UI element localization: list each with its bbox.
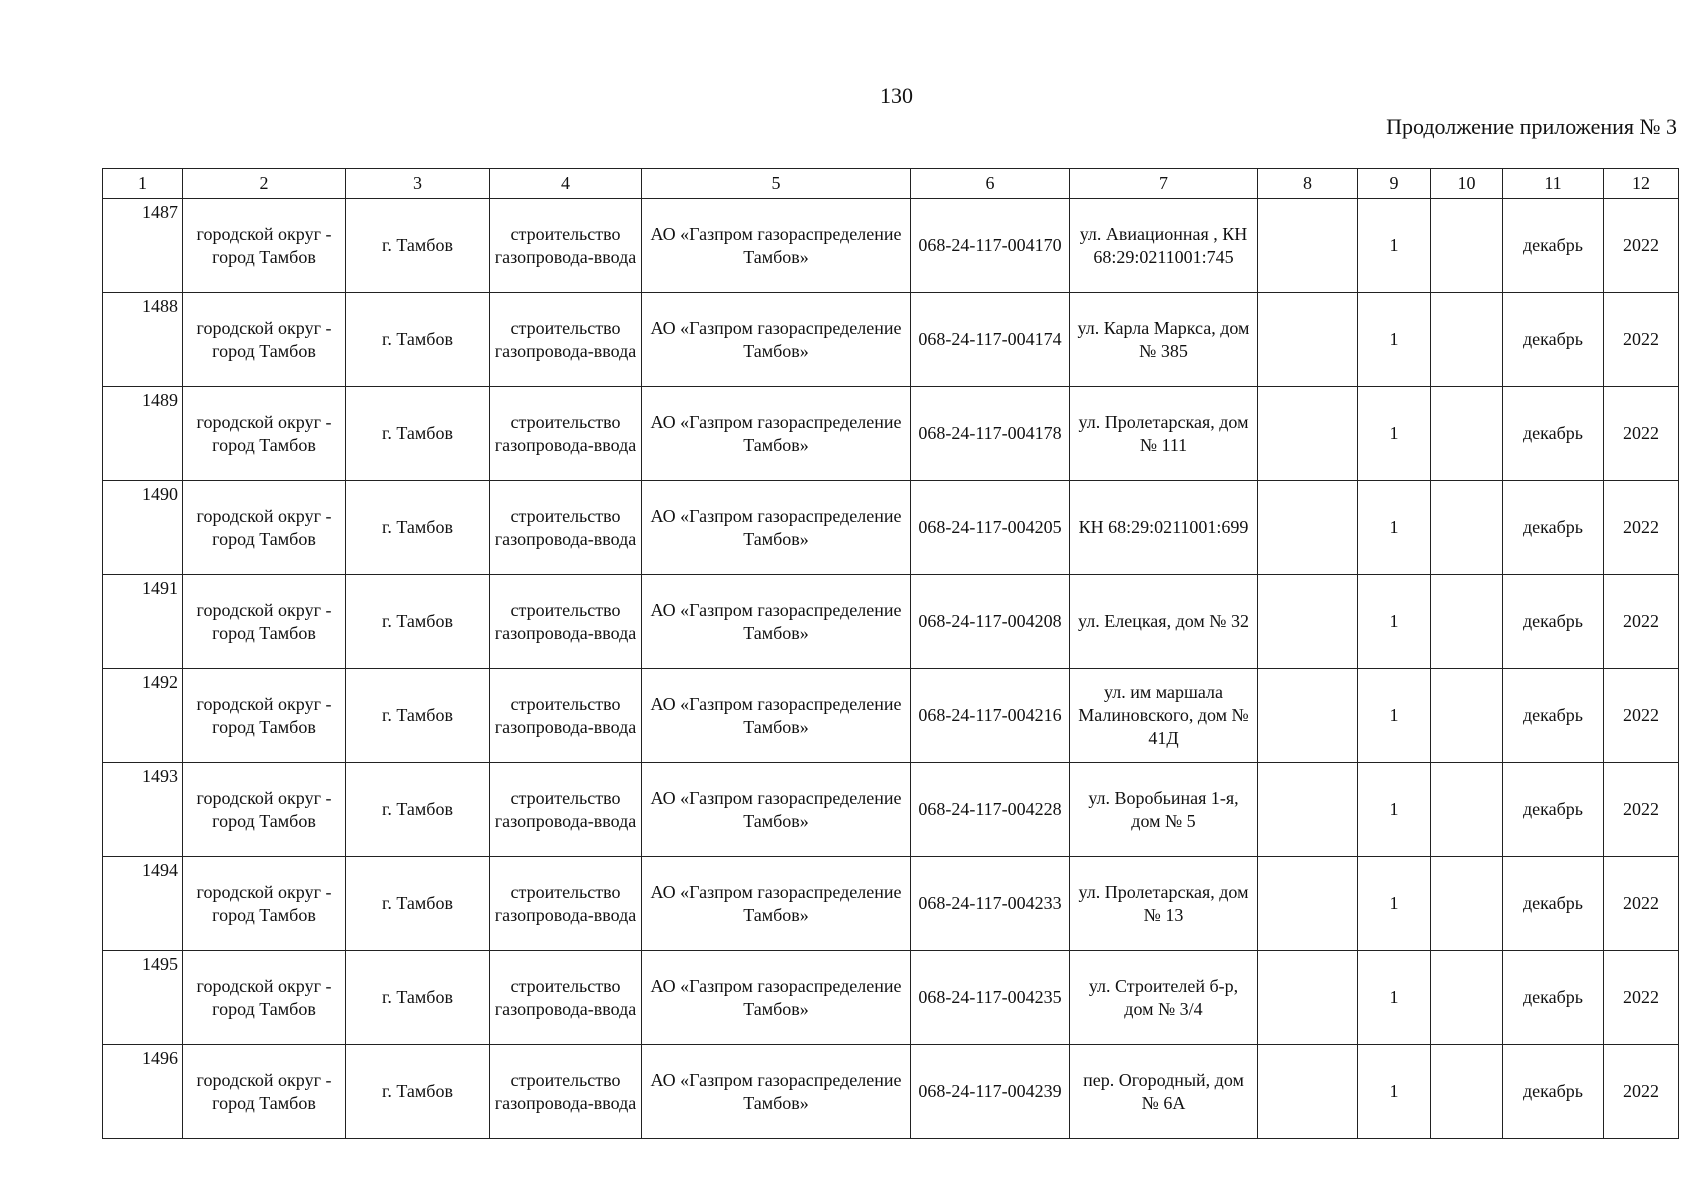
- column-header-11: 11: [1503, 169, 1604, 199]
- cell-col-6: 068-24-117-004228: [911, 763, 1070, 857]
- column-header-6: 6: [911, 169, 1070, 199]
- cell-col-3: г. Тамбов: [346, 481, 490, 575]
- cell-col-1: 1489: [103, 387, 183, 481]
- cell-col-7: ул. Авиационная , КН 68:29:0211001:745: [1070, 199, 1258, 293]
- cell-col-6: 068-24-117-004178: [911, 387, 1070, 481]
- cell-col-4: строительство газопровода-ввода: [490, 481, 642, 575]
- cell-col-12: 2022: [1604, 857, 1679, 951]
- column-header-5: 5: [642, 169, 911, 199]
- cell-col-3: г. Тамбов: [346, 669, 490, 763]
- cell-col-11: декабрь: [1503, 199, 1604, 293]
- table-row: [103, 199, 1679, 293]
- cell-col-5: АО «Газпром газораспределение Тамбов»: [642, 575, 911, 669]
- cell-col-2: городской округ - город Тамбов: [183, 1045, 346, 1139]
- cell-col-1: 1496: [103, 1045, 183, 1139]
- column-header-7: 7: [1070, 169, 1258, 199]
- header-row: [103, 169, 1679, 199]
- cell-col-9: 1: [1358, 669, 1431, 763]
- table-header: [103, 169, 1679, 199]
- cell-col-6: 068-24-117-004235: [911, 951, 1070, 1045]
- cell-col-2: городской округ - город Тамбов: [183, 575, 346, 669]
- table-row: [103, 293, 1679, 387]
- table-body: [103, 199, 1679, 1139]
- table-row: [103, 1045, 1679, 1139]
- cell-col-7: ул. Елецкая, дом № 32: [1070, 575, 1258, 669]
- cell-col-11: декабрь: [1503, 1045, 1604, 1139]
- cell-col-7: КН 68:29:0211001:699: [1070, 481, 1258, 575]
- cell-col-4: строительство газопровода-ввода: [490, 293, 642, 387]
- cell-col-4: строительство газопровода-ввода: [490, 951, 642, 1045]
- cell-col-9: 1: [1358, 951, 1431, 1045]
- cell-col-12: 2022: [1604, 293, 1679, 387]
- cell-col-3: г. Тамбов: [346, 199, 490, 293]
- column-header-8: 8: [1258, 169, 1358, 199]
- cell-col-5: АО «Газпром газораспределение Тамбов»: [642, 1045, 911, 1139]
- cell-col-9: 1: [1358, 763, 1431, 857]
- cell-col-12: 2022: [1604, 1045, 1679, 1139]
- cell-col-11: декабрь: [1503, 293, 1604, 387]
- cell-col-4: строительство газопровода-ввода: [490, 199, 642, 293]
- cell-col-4: строительство газопровода-ввода: [490, 669, 642, 763]
- cell-col-1: 1488: [103, 293, 183, 387]
- cell-col-2: городской округ - город Тамбов: [183, 669, 346, 763]
- cell-col-9: 1: [1358, 1045, 1431, 1139]
- table-row: [103, 951, 1679, 1045]
- cell-col-9: 1: [1358, 481, 1431, 575]
- column-header-4: 4: [490, 169, 642, 199]
- registry-table: [102, 168, 1679, 1139]
- cell-col-10: [1431, 387, 1503, 481]
- cell-col-3: г. Тамбов: [346, 857, 490, 951]
- cell-col-11: декабрь: [1503, 951, 1604, 1045]
- column-header-10: 10: [1431, 169, 1503, 199]
- cell-col-7: ул. Пролетарская, дом № 13: [1070, 857, 1258, 951]
- cell-col-12: 2022: [1604, 199, 1679, 293]
- cell-col-12: 2022: [1604, 669, 1679, 763]
- cell-col-2: городской округ - город Тамбов: [183, 481, 346, 575]
- cell-col-3: г. Тамбов: [346, 387, 490, 481]
- column-header-1: 1: [103, 169, 183, 199]
- cell-col-8: [1258, 293, 1358, 387]
- cell-col-11: декабрь: [1503, 857, 1604, 951]
- cell-col-8: [1258, 951, 1358, 1045]
- cell-col-10: [1431, 857, 1503, 951]
- cell-col-5: АО «Газпром газораспределение Тамбов»: [642, 669, 911, 763]
- cell-col-9: 1: [1358, 857, 1431, 951]
- column-header-12: 12: [1604, 169, 1679, 199]
- table-row: [103, 387, 1679, 481]
- cell-col-7: ул. Строителей б-р, дом № 3/4: [1070, 951, 1258, 1045]
- cell-col-6: 068-24-117-004208: [911, 575, 1070, 669]
- cell-col-9: 1: [1358, 199, 1431, 293]
- cell-col-1: 1495: [103, 951, 183, 1045]
- cell-col-8: [1258, 387, 1358, 481]
- cell-col-5: АО «Газпром газораспределение Тамбов»: [642, 951, 911, 1045]
- cell-col-2: городской округ - город Тамбов: [183, 857, 346, 951]
- cell-col-3: г. Тамбов: [346, 763, 490, 857]
- cell-col-12: 2022: [1604, 575, 1679, 669]
- cell-col-7: ул. Карла Маркса, дом № 385: [1070, 293, 1258, 387]
- cell-col-6: 068-24-117-004205: [911, 481, 1070, 575]
- appendix-note: Продолжение приложения № 3: [1386, 114, 1677, 139]
- cell-col-5: АО «Газпром газораспределение Тамбов»: [642, 857, 911, 951]
- cell-col-12: 2022: [1604, 763, 1679, 857]
- cell-col-3: г. Тамбов: [346, 951, 490, 1045]
- page-number: 130: [880, 83, 913, 108]
- cell-col-10: [1431, 951, 1503, 1045]
- cell-col-6: 068-24-117-004174: [911, 293, 1070, 387]
- cell-col-11: декабрь: [1503, 763, 1604, 857]
- cell-col-5: АО «Газпром газораспределение Тамбов»: [642, 293, 911, 387]
- table-row: [103, 763, 1679, 857]
- cell-col-4: строительство газопровода-ввода: [490, 575, 642, 669]
- cell-col-5: АО «Газпром газораспределение Тамбов»: [642, 199, 911, 293]
- cell-col-10: [1431, 199, 1503, 293]
- cell-col-12: 2022: [1604, 387, 1679, 481]
- table-row: [103, 481, 1679, 575]
- cell-col-10: [1431, 669, 1503, 763]
- cell-col-8: [1258, 575, 1358, 669]
- cell-col-10: [1431, 575, 1503, 669]
- cell-col-11: декабрь: [1503, 387, 1604, 481]
- cell-col-5: АО «Газпром газораспределение Тамбов»: [642, 387, 911, 481]
- cell-col-7: ул. им маршала Малиновского, дом № 41Д: [1070, 669, 1258, 763]
- cell-col-7: ул. Пролетарская, дом № 111: [1070, 387, 1258, 481]
- cell-col-1: 1491: [103, 575, 183, 669]
- cell-col-4: строительство газопровода-ввода: [490, 1045, 642, 1139]
- cell-col-11: декабрь: [1503, 669, 1604, 763]
- cell-col-10: [1431, 481, 1503, 575]
- cell-col-4: строительство газопровода-ввода: [490, 763, 642, 857]
- cell-col-1: 1490: [103, 481, 183, 575]
- cell-col-11: декабрь: [1503, 575, 1604, 669]
- cell-col-2: городской округ - город Тамбов: [183, 763, 346, 857]
- cell-col-3: г. Тамбов: [346, 575, 490, 669]
- cell-col-1: 1494: [103, 857, 183, 951]
- table-row: [103, 669, 1679, 763]
- cell-col-6: 068-24-117-004170: [911, 199, 1070, 293]
- column-header-2: 2: [183, 169, 346, 199]
- cell-col-3: г. Тамбов: [346, 293, 490, 387]
- cell-col-2: городской округ - город Тамбов: [183, 387, 346, 481]
- cell-col-1: 1492: [103, 669, 183, 763]
- cell-col-4: строительство газопровода-ввода: [490, 387, 642, 481]
- cell-col-11: декабрь: [1503, 481, 1604, 575]
- cell-col-4: строительство газопровода-ввода: [490, 857, 642, 951]
- cell-col-10: [1431, 293, 1503, 387]
- cell-col-8: [1258, 669, 1358, 763]
- cell-col-7: ул. Воробьиная 1-я, дом № 5: [1070, 763, 1258, 857]
- cell-col-9: 1: [1358, 387, 1431, 481]
- column-header-3: 3: [346, 169, 490, 199]
- cell-col-8: [1258, 857, 1358, 951]
- column-header-9: 9: [1358, 169, 1431, 199]
- cell-col-10: [1431, 763, 1503, 857]
- cell-col-2: городской округ - город Тамбов: [183, 199, 346, 293]
- cell-col-8: [1258, 199, 1358, 293]
- cell-col-8: [1258, 481, 1358, 575]
- cell-col-1: 1493: [103, 763, 183, 857]
- cell-col-3: г. Тамбов: [346, 1045, 490, 1139]
- cell-col-5: АО «Газпром газораспределение Тамбов»: [642, 763, 911, 857]
- cell-col-12: 2022: [1604, 481, 1679, 575]
- cell-col-7: пер. Огородный, дом № 6А: [1070, 1045, 1258, 1139]
- cell-col-6: 068-24-117-004216: [911, 669, 1070, 763]
- cell-col-5: АО «Газпром газораспределение Тамбов»: [642, 481, 911, 575]
- cell-col-8: [1258, 1045, 1358, 1139]
- cell-col-9: 1: [1358, 575, 1431, 669]
- cell-col-9: 1: [1358, 293, 1431, 387]
- cell-col-2: городской округ - город Тамбов: [183, 293, 346, 387]
- cell-col-2: городской округ - город Тамбов: [183, 951, 346, 1045]
- cell-col-6: 068-24-117-004233: [911, 857, 1070, 951]
- table-row: [103, 575, 1679, 669]
- cell-col-6: 068-24-117-004239: [911, 1045, 1070, 1139]
- cell-col-10: [1431, 1045, 1503, 1139]
- cell-col-1: 1487: [103, 199, 183, 293]
- cell-col-8: [1258, 763, 1358, 857]
- table-row: [103, 857, 1679, 951]
- cell-col-12: 2022: [1604, 951, 1679, 1045]
